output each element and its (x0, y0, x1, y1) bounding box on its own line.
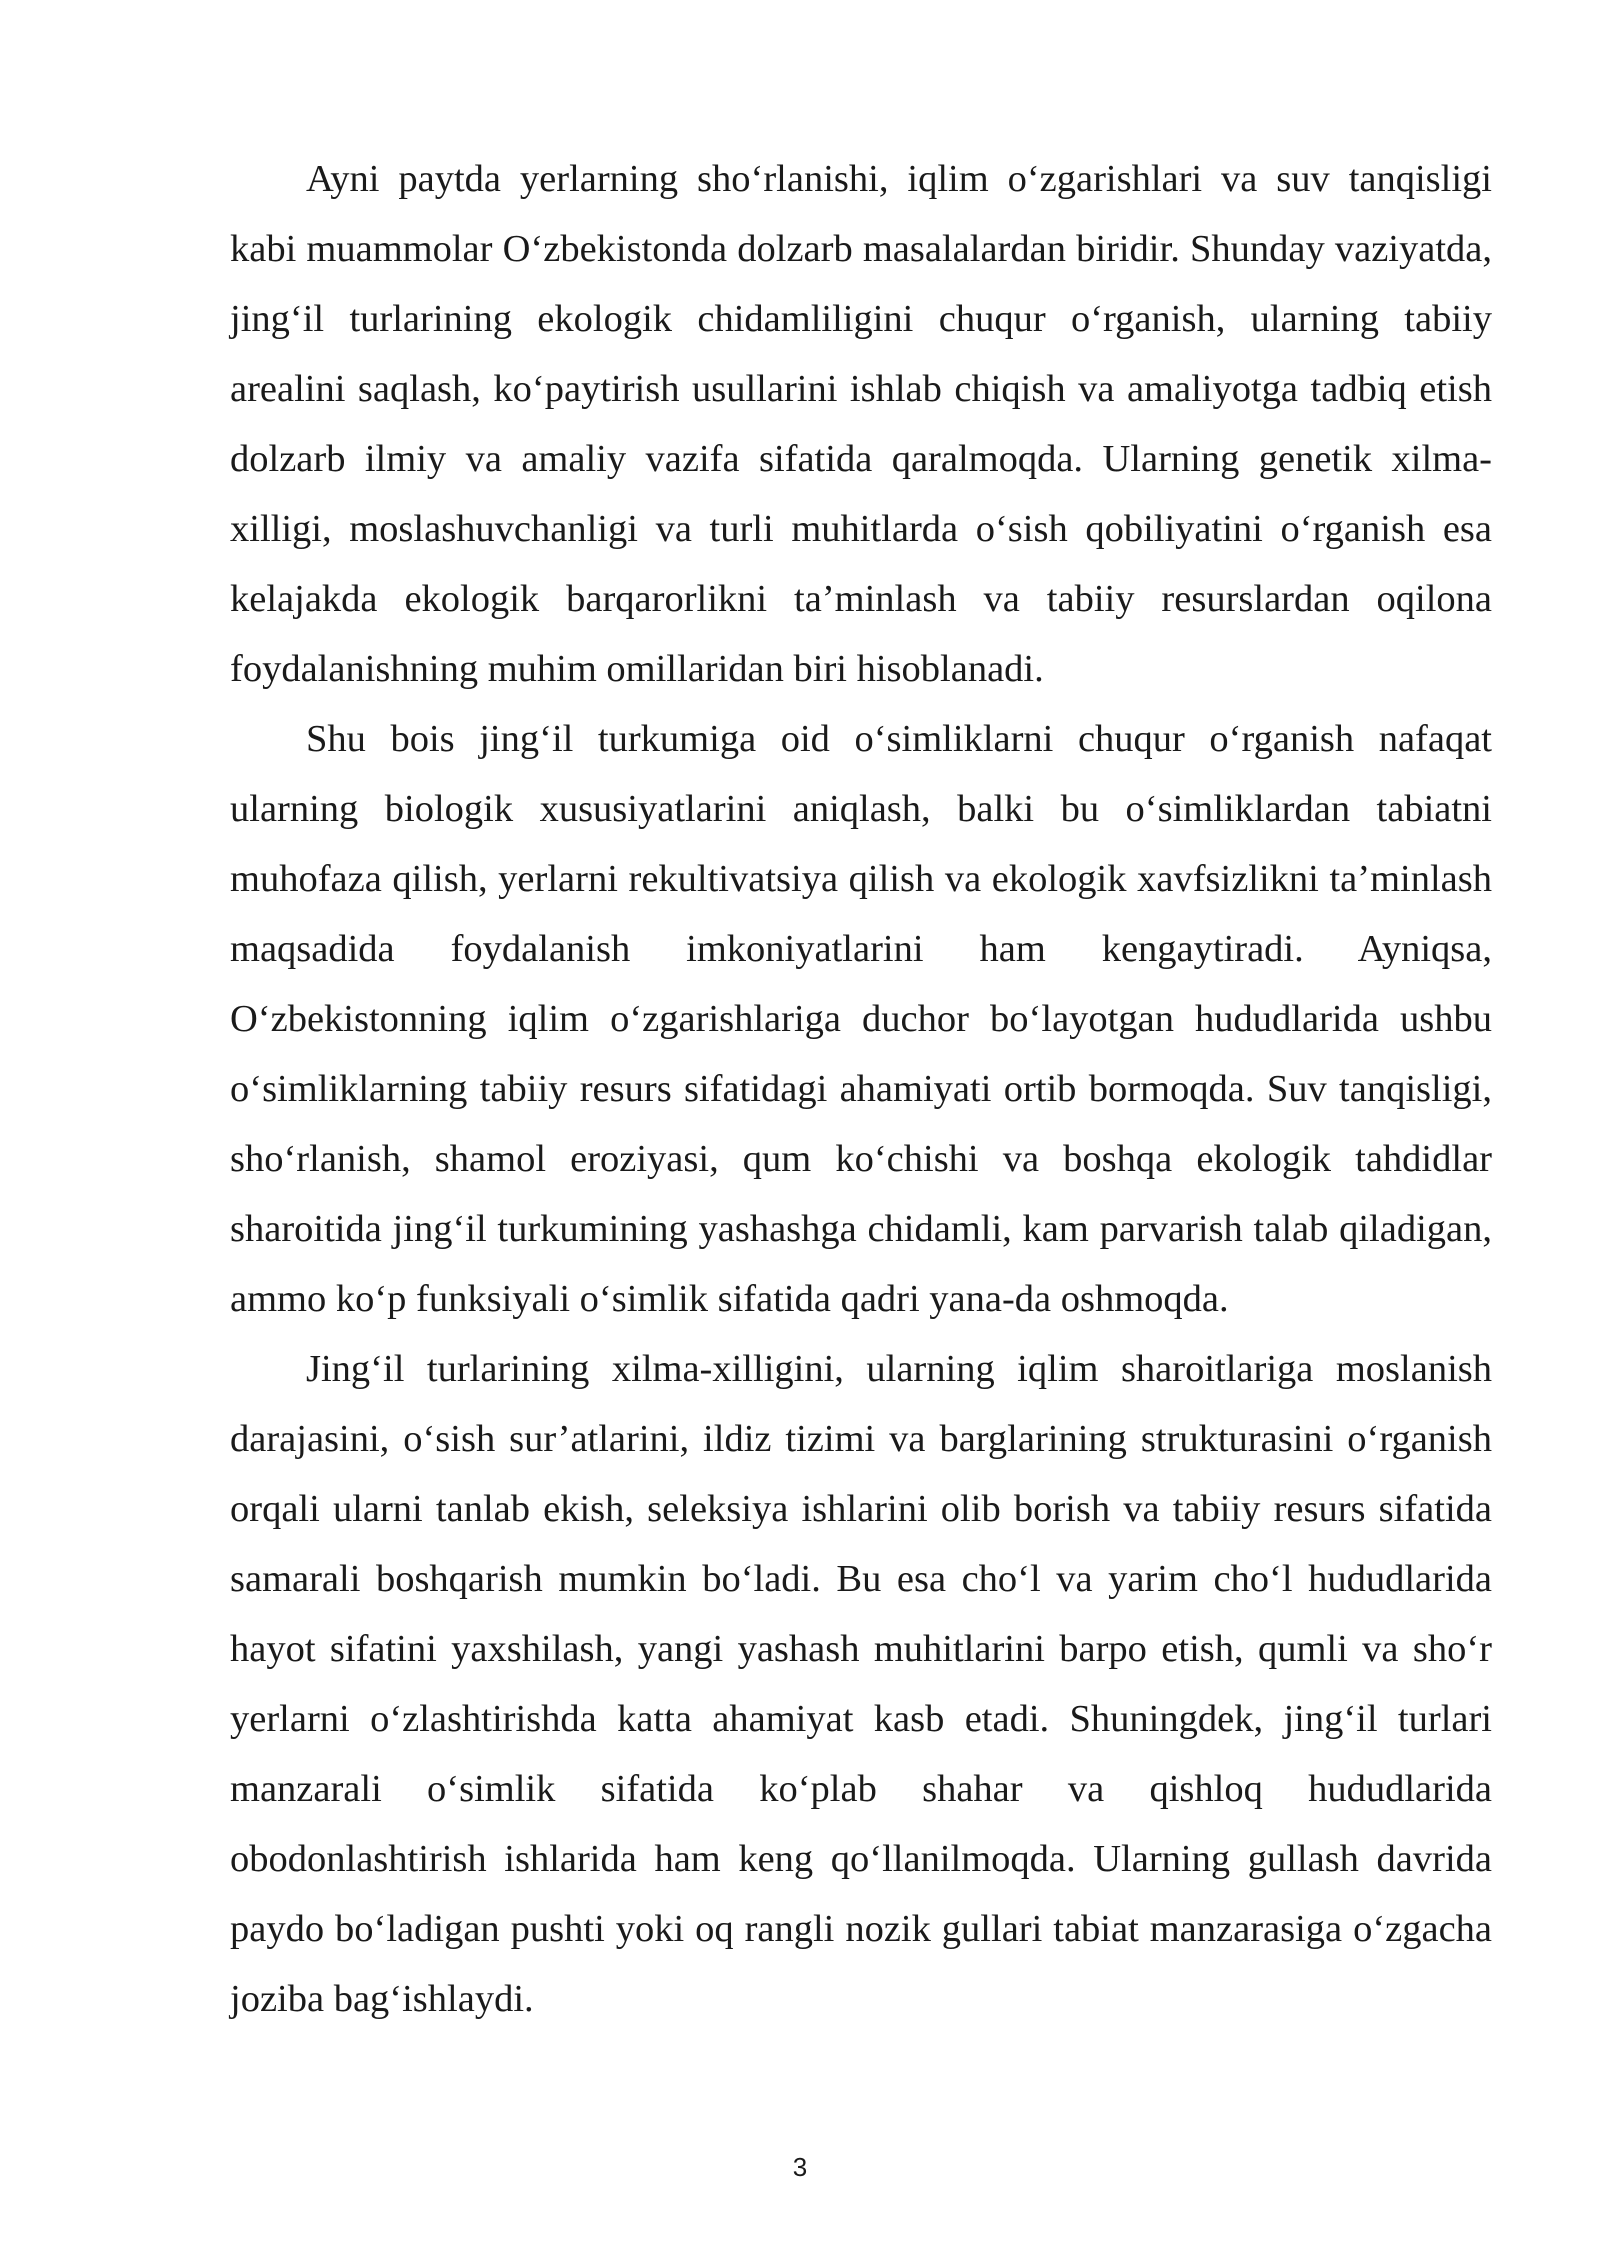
paragraph-1: Ayni paytda yerlarning sho‘rlanishi, iqlim o‘zgarishlari va suv tanqisligi kabi muammolar O‘zbekistonda dolzarb masalalardan biridir. Shunday vaziyatda, jing‘il turlarining ekologik chidamliligini chuqur o‘rganish, ularning tabiiy arealini saqlash, ko‘paytirish usullarini ishlab chiqish va amaliyotga tadbiq etish dolzarb ilmiy va amaliy vazifa sifatida qaralmoqda. Ularning genetik xilma-xilligi, moslashuvchanligi va turli muhitlarda o‘sish qobiliyatini o‘rganish esa kelajakda ekologik barqarorlikni ta’minlash va tabiiy resurslardan oqilona foydalanishning muhim omillaridan biri hisoblanadi. (230, 158, 1492, 690)
paragraph-2: Shu bois jing‘il turkumiga oid o‘simliklarni chuqur o‘rganish nafaqat ularning biologik xususiyatlarini aniqlash, balki bu o‘simliklardan tabiatni muhofaza qilish, yerlarni rekultivatsiya qilish va ekologik xavfsizlikni ta’minlash maqsadida foydalanish imkoniyatlarini ham kengaytiradi. Ayniqsa, O‘zbekistonning iqlim o‘zgarishlariga duchor bo‘layotgan hududlarida ushbu o‘simliklarning tabiiy resurs sifatidagi ahamiyati ortib bormoqda. Suv tanqisligi, sho‘rlanish, shamol eroziyasi, qum ko‘chishi va boshqa ekologik tahdidlar sharoitida jing‘il turkumining yashashga chidamli, kam parvarish talab qiladigan, ammo ko‘p funksiyali o‘simlik sifatida qadri yana-da oshmoqda. (230, 718, 1492, 1320)
body-text (230, 144, 1492, 2034)
paragraph-3: Jing‘il turlarining xilma-xilligini, ularning iqlim sharoitlariga moslanish darajasini, o‘sish sur’atlarini, ildiz tizimi va barglarining strukturasini o‘rganish orqali ularni tanlab ekish, seleksiya ishlarini olib borish va tabiiy resurs sifatida samarali boshqarish mumkin bo‘ladi. Bu esa cho‘l va yarim cho‘l hududlarida hayot sifatini yaxshilash, yangi yashash muhitlarini barpo etish, qumli va sho‘r yerlarni o‘zlashtirishda katta ahamiyat kasb etadi. Shuningdek, jing‘il turlari manzarali o‘simlik sifatida ko‘plab shahar va qishloq hududlarida obodonlashtirish ishlarida ham keng qo‘llanilmoqda. Ularning gullash davrida paydo bo‘ladigan pushti yoki oq rangli nozik gullari tabiat manzarasiga o‘zgacha joziba bag‘ishlaydi. (230, 1348, 1492, 2020)
page-number: 3 (792, 2152, 808, 2182)
